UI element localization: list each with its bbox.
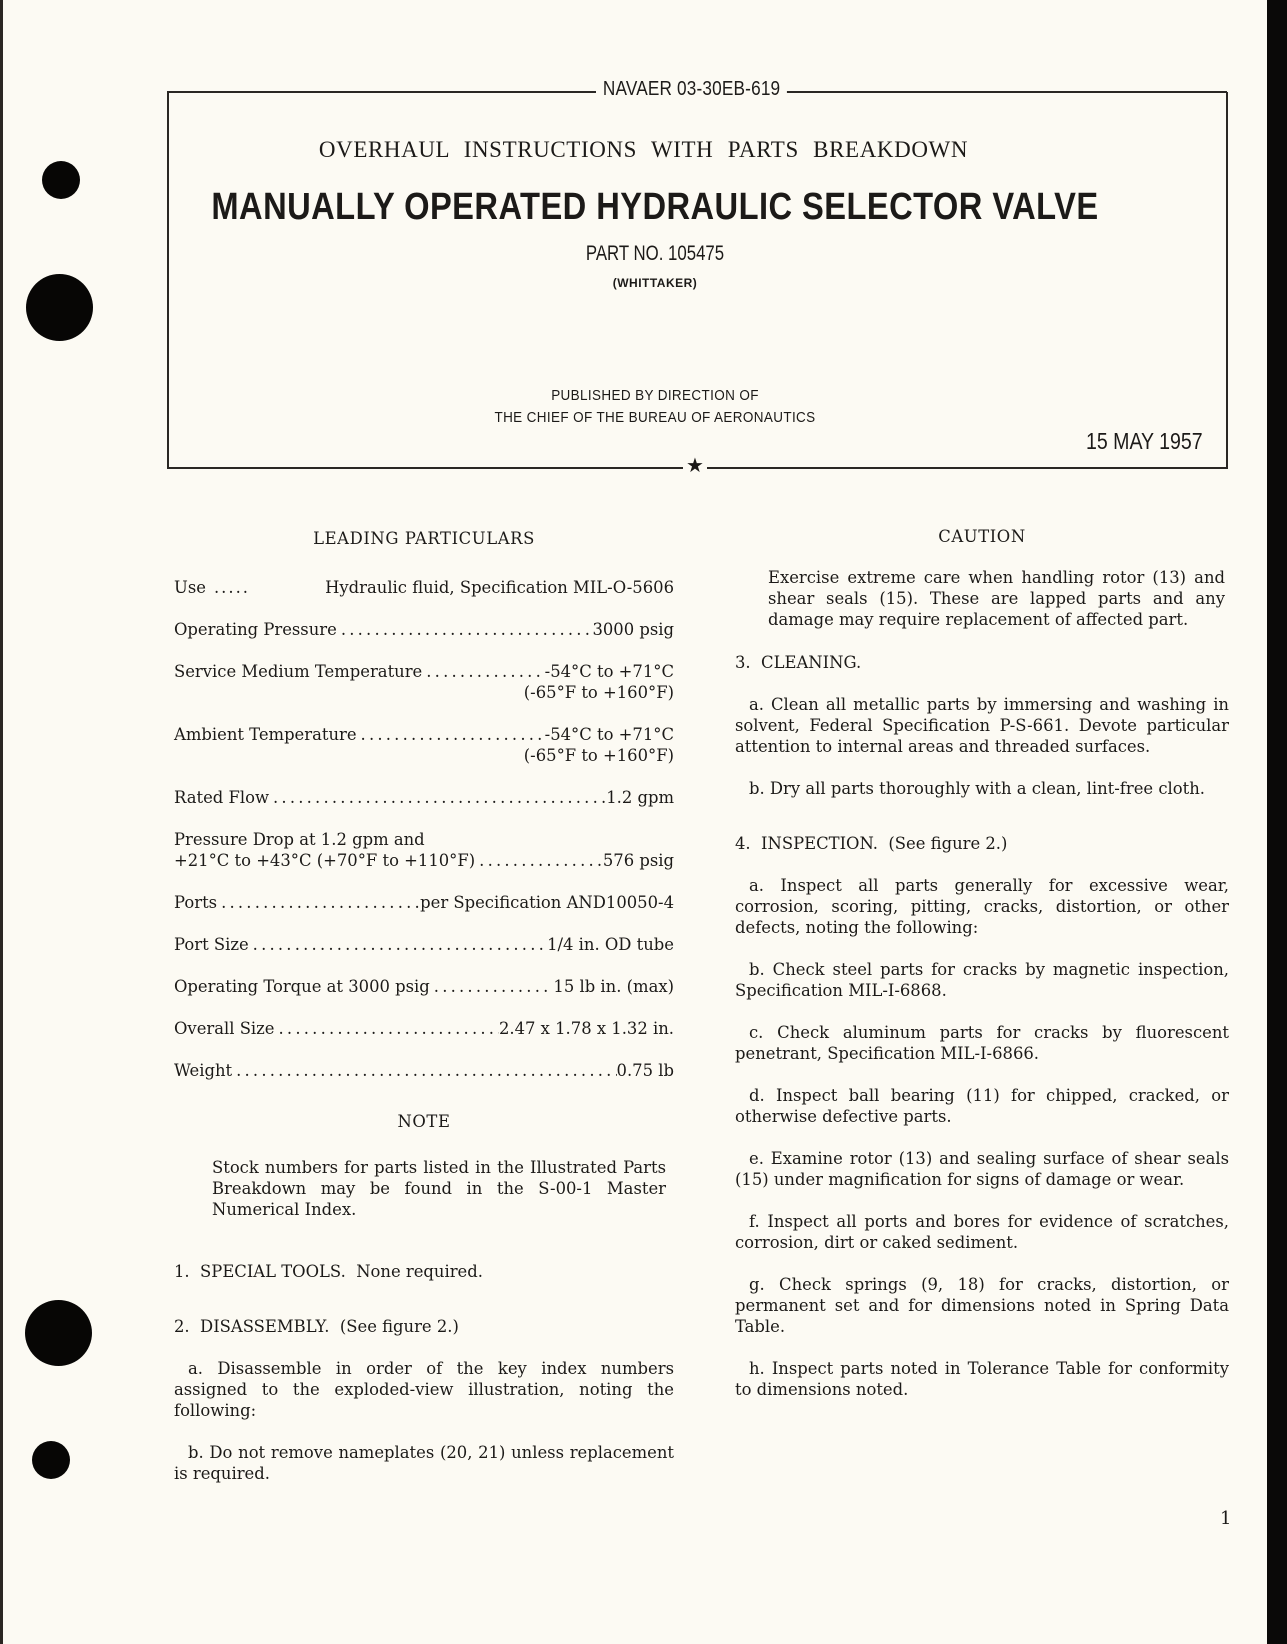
particular-value: 576 psig [602, 851, 674, 870]
particular-value: 1/4 in. OD tube [547, 935, 674, 954]
particular-value: 1.2 gpm [606, 788, 674, 807]
inspection-step-a: a. Inspect all parts generally for excessive wear, corrosion, scoring, pitting, cracks, distortion, or other defects, noting the following: [735, 876, 1229, 937]
particular-value: -54°C to +71°C [544, 662, 674, 681]
particular-dots [422, 661, 544, 682]
particular-value: 3000 psig [592, 620, 674, 639]
particular-label: Pressure Drop at 1.2 gpm and [174, 830, 425, 849]
particular-value: Hydraulic fluid, Specification MIL-O-5606 [325, 578, 674, 597]
particular-value-secondary: (-65°F to +160°F) [523, 746, 674, 765]
binder-hole-icon [42, 161, 80, 199]
section-cleaning: 3. CLEANING. [735, 653, 862, 672]
inspection-step-g: g. Check springs (9, 18) for cracks, distortion, or permanent set and for dimensions noted in Spring Data Table. [735, 1275, 1229, 1336]
inspection-step-c: c. Check aluminum parts for cracks by fluorescent penetrant, Specification MIL-I-6866. [735, 1023, 1229, 1063]
doc-number: NAVAER 03-30EB-619 [596, 78, 787, 101]
particular-value: 0.75 lb [616, 1061, 674, 1080]
disassembly-step-b: b. Do not remove nameplates (20, 21) unless replacement is required. [174, 1443, 674, 1483]
particular-value: per Specification AND10050-4 [420, 893, 674, 912]
inspection-step-e: e. Examine rotor (13) and sealing surface of shear seals (15) under magnification for signs of damage or wear. [735, 1149, 1229, 1189]
particular-label: Overall Size [174, 1019, 275, 1038]
particular-row-weight [174, 1060, 674, 1081]
particular-dots [275, 1018, 499, 1039]
particular-dots [249, 934, 547, 955]
leading-particulars-heading: LEADING PARTICULARS [313, 529, 535, 548]
publication-date: 15 MAY 1957 [1086, 428, 1203, 454]
disassembly-step-a: a. Disassemble in order of the key index numbers assigned to the exploded-view illustration, noting the following: [174, 1359, 674, 1420]
star-icon: ★ [683, 455, 707, 475]
particular-value-secondary: (-65°F to +160°F) [523, 683, 674, 702]
particular-label: Rated Flow [174, 788, 269, 807]
left-column [174, 528, 674, 1484]
caution-heading: CAUTION [938, 527, 1026, 546]
particular-label: Weight [174, 1061, 233, 1080]
particular-row-operating-pressure [174, 619, 674, 640]
particular-label: Operating Pressure [174, 620, 337, 639]
caution-body: Exercise extreme care when handling rotor (13) and shear seals (15). These are lapped parts and any damage may require replacement of affected part. [768, 568, 1225, 629]
note-heading: NOTE [397, 1112, 451, 1131]
particular-row-port-size [174, 934, 674, 955]
inspection-step-b: b. Check steel parts for cracks by magnetic inspection, Specification MIL-I-6868. [735, 960, 1229, 1000]
particular-label: Service Medium Temperature [174, 662, 423, 681]
note-body: Stock numbers for parts listed in the Illustrated Parts Breakdown may be found in the S-00-1 Master Numerical Index. [212, 1158, 666, 1219]
binder-hole-icon [25, 1300, 92, 1366]
section-special-tools: 1. SPECIAL TOOLS. None required. [174, 1262, 483, 1281]
particular-label-continued: +21°C to +43°C (+70°F to +110°F) [174, 851, 476, 870]
publisher-line-2: THE CHIEF OF THE BUREAU OF AERONAUTICS [494, 410, 816, 426]
particular-label: Operating Torque at 3000 psig [174, 977, 430, 996]
right-column [735, 526, 1229, 1400]
particular-value: 15 lb in. (max) [553, 977, 674, 996]
particular-value: 2.47 x 1.78 x 1.32 in. [498, 1019, 674, 1038]
scan-edge-right [1267, 0, 1287, 1644]
particular-dots [232, 1060, 616, 1081]
publisher-statement [46, 385, 1264, 429]
inspection-step-d: d. Inspect ball bearing (11) for chipped, cracked, or otherwise defective parts. [735, 1086, 1229, 1126]
cleaning-step-b: b. Dry all parts thoroughly with a clean, lint-free cloth. [749, 779, 1205, 798]
particular-dots [269, 787, 606, 808]
particular-row-ports [174, 892, 674, 913]
inspection-step-f: f. Inspect all ports and bores for evidence of scratches, corrosion, dirt or caked sediment. [735, 1212, 1229, 1252]
section-inspection: 4. INSPECTION. (See figure 2.) [735, 834, 1008, 853]
particular-row-operating-torque [174, 976, 674, 997]
particular-dots [337, 619, 593, 640]
particular-dots: ..... [213, 578, 250, 597]
particular-dots [475, 850, 603, 871]
page-number: 1 [1220, 1508, 1232, 1529]
particular-row-use [174, 577, 674, 598]
particular-row-ambient-temperature [174, 724, 674, 766]
particular-row-rated-flow [174, 787, 674, 808]
particular-dots [217, 892, 420, 913]
scan-edge-left [0, 0, 3, 1644]
particular-label: Port Size [174, 935, 249, 954]
particular-label: Use [174, 578, 206, 597]
particular-label: Ports [174, 893, 218, 912]
part-number: PART NO. 105475 [585, 242, 725, 265]
manufacturer: (WHITTAKER) [612, 276, 698, 290]
particular-dots [430, 976, 554, 997]
particular-value: -54°C to +71°C [544, 725, 674, 744]
binder-hole-icon [32, 1441, 70, 1479]
cleaning-step-a: a. Clean all metallic parts by immersing and washing in solvent, Federal Specification P-S-661. Devote particular attention to internal areas and threaded surfaces. [735, 695, 1229, 756]
particular-dots [357, 724, 545, 745]
particular-row-pressure-drop [174, 829, 674, 871]
particular-row-overall-size [174, 1018, 674, 1039]
inspection-step-h: h. Inspect parts noted in Tolerance Table for conformity to dimensions noted. [735, 1359, 1229, 1399]
particular-label: Ambient Temperature [174, 725, 357, 744]
document-title: MANUALLY OPERATED HYDRAULIC SELECTOR VALVE [211, 186, 1099, 228]
section-disassembly: 2. DISASSEMBLY. (See figure 2.) [174, 1317, 459, 1336]
publisher-line-1: PUBLISHED BY DIRECTION OF [551, 388, 759, 404]
document-subtitle: OVERHAUL INSTRUCTIONS WITH PARTS BREAKDOWN [318, 137, 969, 162]
particular-row-service-medium-temperature [174, 661, 674, 703]
